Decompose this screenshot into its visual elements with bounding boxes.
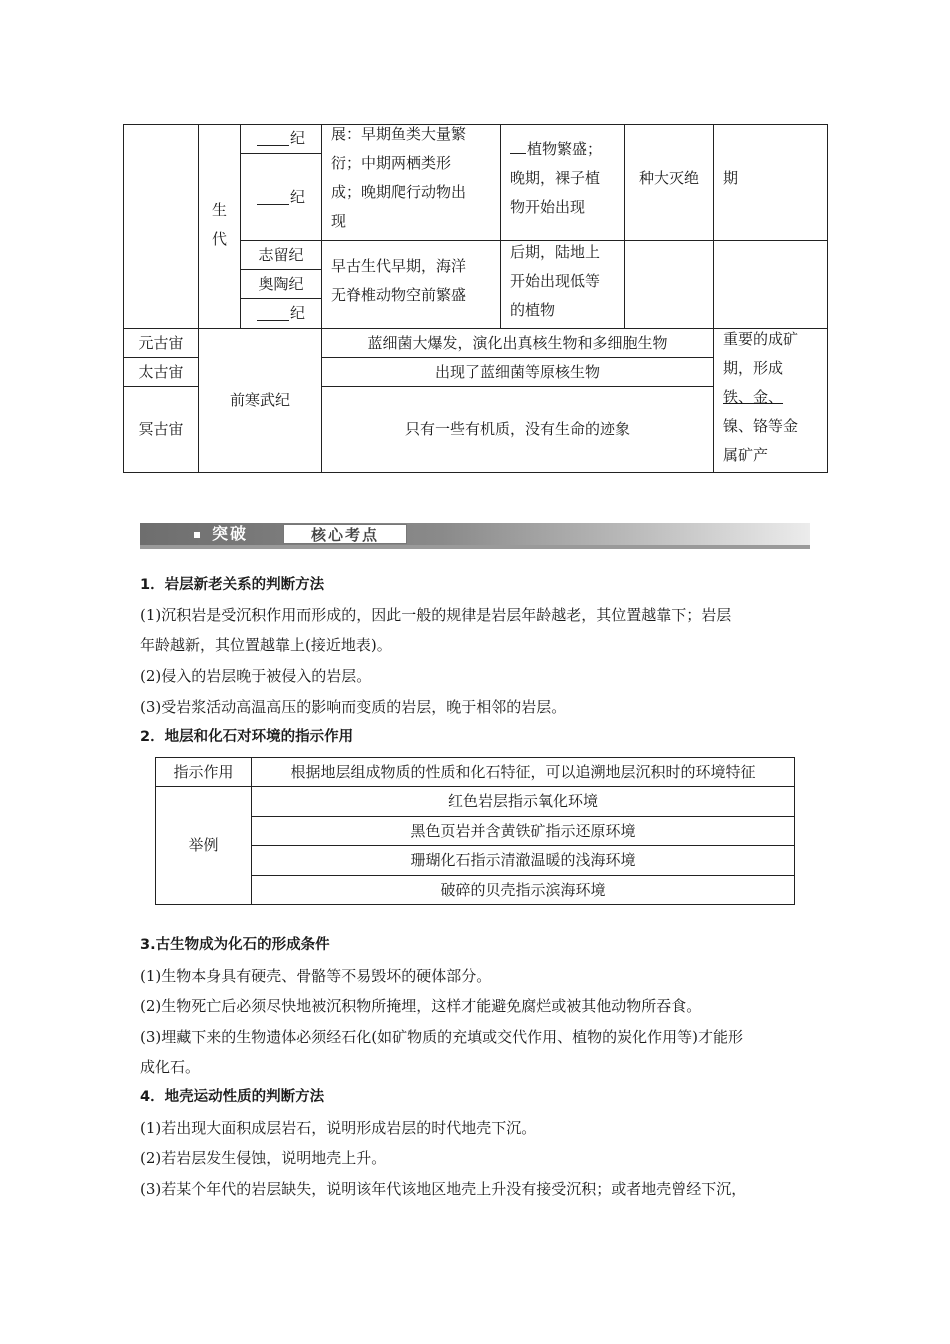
taigu-life: 出现了蓝细菌等原核生物	[434, 362, 600, 381]
paragraph-line: (1)沉积岩是受沉积作用而形成的，因此一般的规律是岩层年龄越老，其位置越靠下；岩层	[140, 606, 732, 624]
mineral-period-lower: 重要的成矿 期，形成 铁、金、 镍、铬等金 属矿产	[723, 330, 799, 464]
section2-heading: 2．地层和化石对环境的指示作用	[140, 729, 354, 745]
eon-yuangu: 元古宙	[138, 333, 184, 352]
paragraph-line: (1)生物本身具有硬壳、骨骼等不易毁坏的硬体部分。	[140, 967, 492, 985]
precambrian-era: 前寒武纪	[229, 391, 290, 409]
animal-evolution-lower: 早古生代早期，海洋 无脊椎动物空前繁盛	[331, 257, 467, 304]
section4-heading: 4．地壳运动性质的判断方法	[140, 1089, 325, 1105]
example-row: 红色岩层指示氧化环境	[447, 792, 598, 810]
example-row: 破碎的贝壳指示滨海环境	[440, 880, 606, 899]
period-aotao: 奥陶纪	[258, 274, 304, 293]
example-row: 黑色页岩并含黄铁矿指示还原环境	[410, 821, 636, 840]
example-row: 珊瑚化石指示清澈温暖的浅海环境	[410, 851, 636, 869]
indicator-table	[155, 757, 795, 905]
label-example: 举例	[188, 836, 219, 854]
paragraph-line: (3)埋藏下来的生物遗体必须经石化(如矿物质的充填或交代作用、植物的炭化作用等)才能形	[140, 1028, 743, 1046]
paragraph-line: (2)若岩层发生侵蚀，说明地壳上升。	[140, 1149, 387, 1167]
label-function: 指示作用	[173, 762, 234, 781]
paragraph-line: 年龄越新，其位置越靠上(接近地表)。	[140, 636, 392, 654]
banner-underline	[140, 545, 810, 549]
section3-heading: 3.古生物成为化石的形成条件	[140, 937, 330, 953]
period-blank-3: 纪	[241, 299, 321, 328]
yuangu-life: 蓝细菌大爆发，演化出真核生物和多细胞生物	[367, 333, 668, 352]
square-bullet-icon	[194, 532, 200, 538]
period-blank-2: 纪	[241, 154, 321, 240]
paragraph-line: (1)若出现大面积成层岩石，说明形成岩层的时代地壳下沉。	[140, 1119, 537, 1137]
paragraph-line: (2)生物死亡后必须尽快地被沉积物所掩埋，这样才能避免腐烂或被其他动物所吞食。	[140, 997, 702, 1015]
fill-blank	[257, 190, 289, 205]
eon-minggu: 冥古宙	[138, 420, 184, 438]
geologic-time-table	[123, 124, 828, 473]
fill-blank	[257, 131, 289, 146]
function-text: 根据地层组成物质的性质和化石特征，可以追溯地层沉积时的环境特征	[290, 762, 756, 781]
mineral-period-upper: 期	[723, 169, 739, 187]
era-label: 生代	[211, 201, 227, 248]
banner-tag: 突破	[212, 524, 249, 543]
banner-title: 核心考点	[283, 524, 407, 544]
eon-taigu: 太古宙	[138, 362, 184, 381]
period-blank-1: 纪	[241, 124, 321, 153]
fill-blank	[257, 306, 289, 321]
minggu-life: 只有一些有机质，没有生命的迹象	[404, 420, 630, 438]
plant-evolution-upper: 植物繁盛； 晚期，裸子植 物开始出现	[510, 140, 603, 216]
period-zhiliu: 志留纪	[258, 245, 304, 264]
fill-blank	[510, 139, 526, 154]
paragraph-line: 成化石。	[140, 1058, 201, 1076]
animal-evolution-upper: 展：早期鱼类大量繁 衍；中期两栖类形 成；晚期爬行动物出 现	[331, 125, 467, 230]
plant-evolution-lower: 后期，陆地上 开始出现低等 的植物	[510, 243, 601, 319]
section1-heading: 1．岩层新老关系的判断方法	[140, 577, 325, 593]
section-banner	[140, 523, 810, 549]
extinction-cell: 种大灭绝	[638, 169, 699, 187]
paragraph-line: (3)若某个年代的岩层缺失，说明该年代该地区地壳上升没有接受沉积；或者地壳曾经下沉，	[140, 1180, 747, 1198]
paragraph-line: (3)受岩浆活动高温高压的影响而变质的岩层，晚于相邻的岩层。	[140, 698, 567, 716]
paragraph-line: (2)侵入的岩层晚于被侵入的岩层。	[140, 667, 372, 685]
